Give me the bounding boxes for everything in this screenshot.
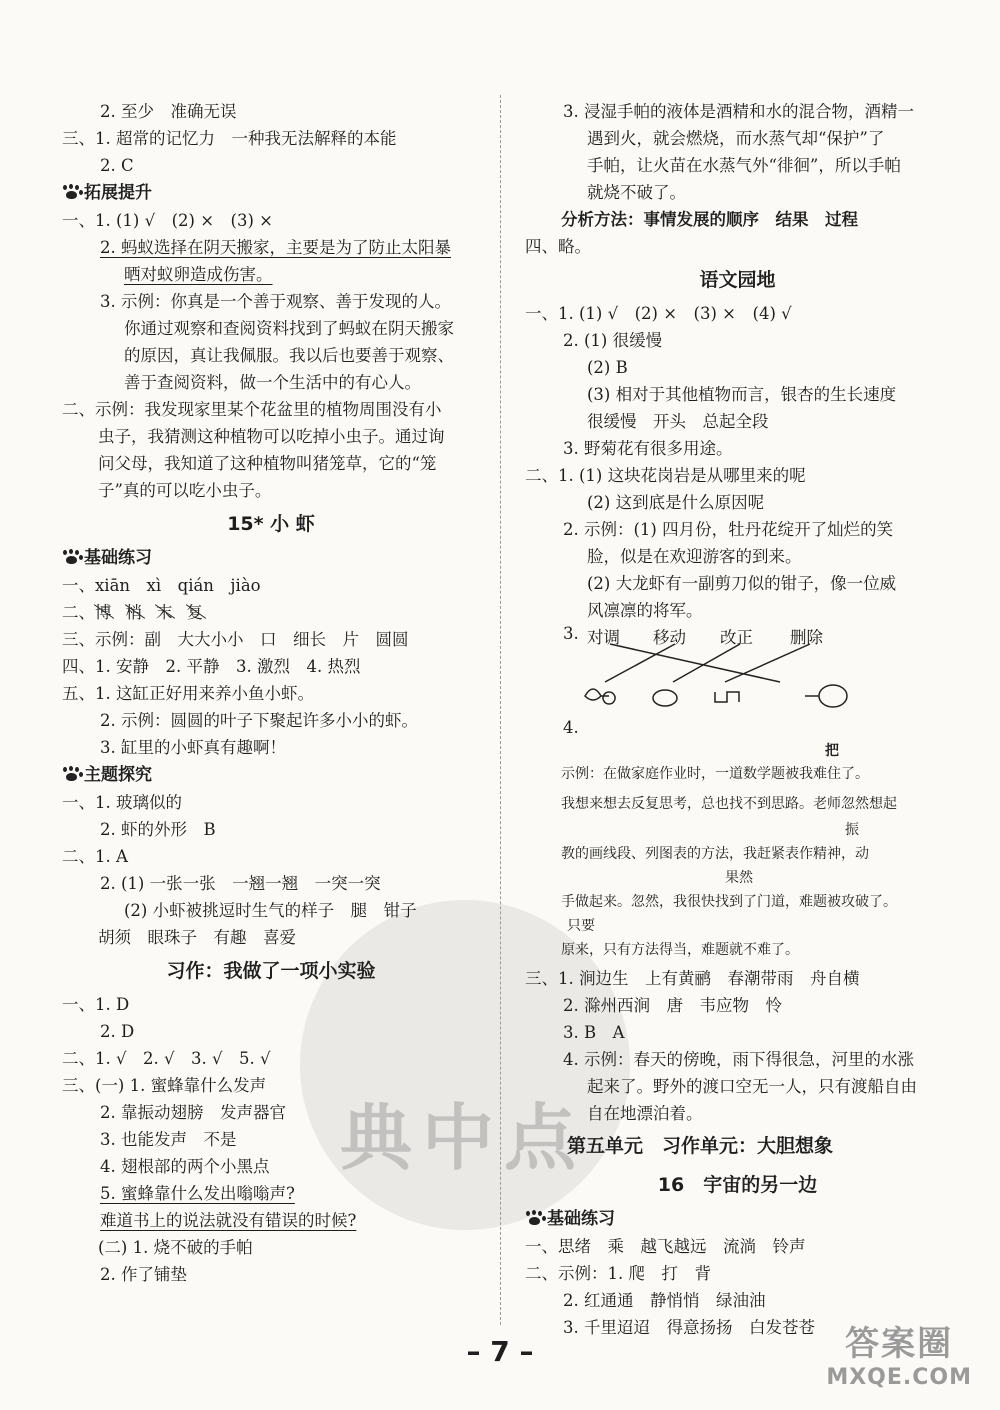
paw-icon [62, 767, 82, 781]
answer-line: 脸，似是在欢迎游客的到来。 [587, 547, 802, 566]
section-heading: 主题探究 [62, 761, 480, 789]
revision-line: 我想来想去反复思考，总也找不到思路。老师忽然想起 [561, 796, 897, 812]
answer-line: 分析方法：事情发展的顺序 结果 过程 [561, 210, 858, 229]
match-label: 移动 [653, 628, 686, 647]
answer-line: 2. D [100, 1022, 135, 1041]
answer-line: (2) 小虾被挑逗时生气的样子 腿 钳子 [124, 901, 417, 920]
answer-line: 虫子，我猜测这种植物可以吃掉小虫子。通过询 [98, 427, 445, 446]
answer-line: 二、1. (1) 这块花岗岩是从哪里来的呢 [525, 466, 806, 485]
answer-line: 子”真的可以吃小虫子。 [98, 481, 272, 500]
right-column [525, 98, 950, 1341]
column-divider [500, 95, 501, 1325]
lesson-title: 语文园地 [699, 269, 776, 291]
answer-line: 起来了。野外的渡口空无一人，只有渡船自由 [587, 1077, 917, 1096]
insertion-mark: 振 [845, 822, 859, 838]
answer-line: 你通过观察和查阅资料找到了蚂蚁在阴天搬家 [124, 319, 454, 338]
answer-line: (3) 相对于其他植物而言，银杏的生长速度 [587, 385, 897, 404]
answer-line: 二、示例：我发现家里某个花盆里的植物周围没有小 [62, 400, 442, 419]
answer-line: 3. 也能发声 不是 [100, 1130, 237, 1149]
answer-line: 4. 示例：春天的傍晚，雨下得很急，河里的水涨 [563, 1050, 914, 1069]
answer-line: 2. (1) 一张一张 一翘一翘 一突一突 [100, 874, 381, 893]
answer-line: 就烧不破了。 [587, 183, 686, 202]
left-column [62, 98, 480, 1288]
answer-line: 一、1. D [62, 995, 130, 1014]
answer-line: 难道书上的说法就没有错误的时候? [100, 1211, 357, 1230]
answer-line: 四、略。 [525, 237, 591, 256]
answer-line: 2. 示例：圆圆的叶子下聚起许多小小的虾。 [100, 711, 418, 730]
answer-line: 二、1. √ 2. √ 3. √ 5. √ [62, 1049, 271, 1068]
answer-line: (2) B [587, 358, 628, 377]
symbol-matching-diagram [525, 624, 950, 714]
answer-line: 2. (1) 很缓慢 [563, 331, 663, 350]
insertion-mark: 只要 [567, 918, 595, 934]
answer-line: 2. 虾的外形 B [100, 820, 216, 839]
answer-line: 3. B A [563, 1023, 625, 1042]
matching-lines [565, 624, 895, 714]
answer-line: 很缓慢 开头 总起全段 [587, 412, 769, 431]
answer-line: 3. 千里迢迢 得意扬扬 白发苍苍 [563, 1318, 815, 1337]
answer-line: 3. 示例：你真是一个善于观察、善于发现的人。 [100, 292, 451, 311]
answer-line: 五、1. 这缸正好用来养小鱼小虾。 [62, 684, 314, 703]
lesson-title: 习作：我做了一项小实验 [166, 960, 376, 982]
answer-line: 3. [563, 624, 579, 643]
answer-line: 善于查阅资料，做一个生活中的有心人。 [124, 373, 421, 392]
section-heading: 拓展提升 [62, 179, 480, 207]
page-number: – 7 – [466, 1335, 534, 1368]
answer-line: 二、示例：1. 爬 打 背 [525, 1264, 711, 1283]
revision-line: 示例：在做家庭作业时，一道数学题被我难住了。 [561, 766, 869, 782]
insertion-mark: 把 [825, 743, 839, 759]
insertion-mark: 果然 [725, 870, 753, 886]
match-label: 删除 [790, 628, 823, 647]
answer-line: 遇到火，就会燃烧，而水蒸气却“保护”了 [587, 129, 885, 148]
revision-line: 教的画线段、列图表的方法，我赶紧表作精神，动 [561, 846, 869, 862]
answer-line: 晒对蚁卵造成伤害。 [124, 265, 273, 284]
answer-line: 自在地漂泊着。 [587, 1104, 703, 1123]
answer-line: 二、博 梢 末 复 [62, 599, 480, 626]
answer-line: 一、1. (1) √ (2) × (3) × [62, 211, 274, 230]
answer-line: 问父母，我知道了这种植物叫猪笼草，它的“笼 [98, 454, 437, 473]
answer-line: 四、1. 安静 2. 平静 3. 激烈 4. 热烈 [62, 657, 361, 676]
watermark-text: 典中点 [340, 1096, 587, 1180]
answer-line: 胡须 眼珠子 有趣 喜爱 [98, 928, 296, 947]
answer-line: (2) 这到底是什么原因呢 [587, 493, 765, 512]
match-label: 改正 [720, 628, 753, 647]
answer-line: 2. 靠振动翅膀 发声器官 [100, 1103, 286, 1122]
answer-line: 一、1. (1) √ (2) × (3) × (4) √ [525, 304, 792, 323]
answer-line: 2. 滁州西涧 唐 韦应物 怜 [563, 996, 782, 1015]
paw-icon [62, 550, 82, 564]
corner-logo-title: 答案圈 [845, 1324, 954, 1364]
revision-line: 原来，只有方法得当，难题就不难了。 [561, 942, 799, 958]
answer-line: 2. 蚂蚁选择在阴天搬家，主要是为了防止太阳暴 [100, 238, 451, 257]
answer-line: 2. 示例：(1) 四月份，牡丹花绽开了灿烂的笑 [563, 520, 894, 539]
section-heading: 基础练习 [525, 1205, 950, 1233]
answer-line: 2. 至少 准确无误 [100, 102, 237, 121]
answer-line: 3. 野菊花有很多用途。 [563, 439, 733, 458]
struck-char: 复 [187, 599, 204, 626]
answer-line: 的原因，真让我佩服。我以后也要善于观察、 [124, 346, 454, 365]
answer-line: 三、1. 超常的记忆力 一种我无法解释的本能 [62, 129, 397, 148]
answer-line: 3. 浸湿手帕的液体是酒精和水的混合物，酒精一 [563, 102, 914, 121]
revision-line: 手做起来。忽然，我很快找到了门道，难题被攻破了。 [561, 894, 897, 910]
struck-char: 末 [156, 599, 173, 626]
lesson-title: 15* 小 虾 [227, 513, 315, 535]
answer-line: 一、1. 玻璃似的 [62, 793, 182, 812]
unit-heading: 第五单元 习作单元：大胆想象 [567, 1135, 834, 1157]
corner-logo-url: MXQE.COM [826, 1365, 972, 1390]
corner-logo [826, 1316, 972, 1390]
answer-line: 三、1. 涧边生 上有黄鹂 春潮带雨 舟自横 [525, 969, 860, 988]
struck-char: 梢 [126, 599, 143, 626]
answer-line: 2. C [100, 156, 134, 175]
answer-line: 二、1. A [62, 847, 128, 866]
answer-line: 3. 缸里的小虾真有趣啊！ [100, 738, 286, 757]
answer-line: 手帕，让火苗在水蒸气外“徘徊”，所以手帕 [587, 156, 901, 175]
answer-line: 4. 翅根部的两个小黑点 [100, 1157, 270, 1176]
answer-line: 一、xiān xì qián jiào [62, 576, 261, 595]
answer-line: 风凛凛的将军。 [587, 601, 703, 620]
struck-char: 博 [95, 599, 112, 626]
answer-line: 4. [563, 718, 579, 737]
answer-line: 2. 红通通 静悄悄 绿油油 [563, 1291, 766, 1310]
answer-line: 2. 作了铺垫 [100, 1265, 187, 1284]
answer-line: 三、(一) 1. 蜜蜂靠什么发声 [62, 1076, 267, 1095]
paw-icon [62, 185, 82, 199]
answer-line: 一、思绪 乘 越飞越远 流淌 铃声 [525, 1237, 806, 1256]
answer-line: (2) 大龙虾有一副剪刀似的钳子，像一位威 [587, 574, 897, 593]
answer-line: 5. 蜜蜂靠什么发出嗡嗡声? [100, 1184, 295, 1203]
lesson-title: 16 宇宙的另一边 [657, 1174, 818, 1196]
match-label: 对调 [587, 628, 620, 647]
answer-line: (二) 1. 烧不破的手帕 [98, 1238, 253, 1257]
paw-icon [525, 1211, 545, 1225]
section-heading: 基础练习 [62, 544, 480, 572]
answer-line: 三、示例：副 大大小小 口 细长 片 圆圆 [62, 630, 409, 649]
